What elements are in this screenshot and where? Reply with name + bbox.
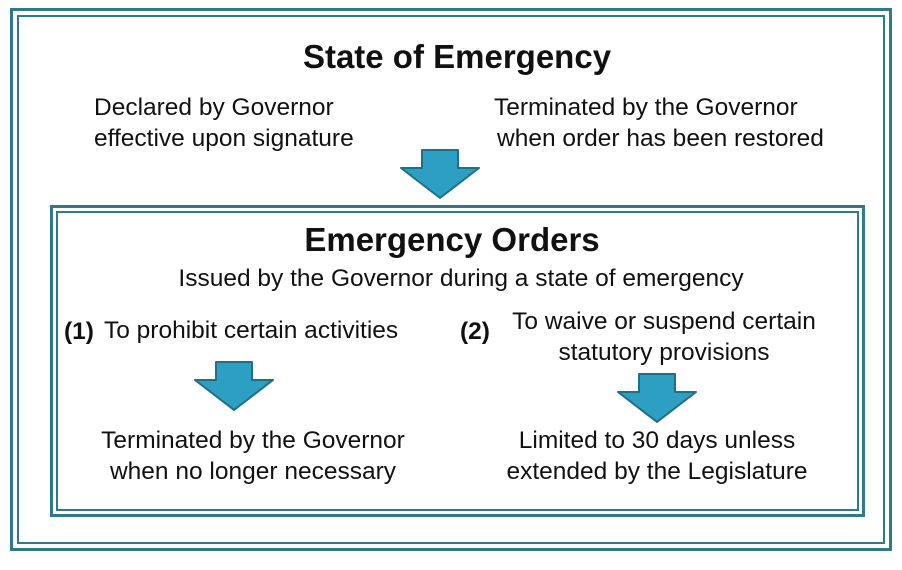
item-1-number: (1): [64, 318, 94, 345]
item-2-text-line-2: statutory provisions: [558, 339, 770, 366]
item-2-text-block: [512, 306, 816, 368]
terminated-line-1: Terminated by the Governor: [494, 94, 798, 121]
item-2-result-line-1: Limited to 30 days unless: [518, 427, 796, 454]
item-2-number: (2): [460, 318, 490, 345]
down-arrow-icon: [615, 372, 699, 424]
emergency-orders-subtitle: Issued by the Governor during a state of emergency: [178, 265, 744, 292]
item-1-result-line-2: when no longer necessary: [109, 458, 396, 485]
item-1-text: To prohibit certain activities: [104, 317, 399, 344]
terminated-block: [494, 92, 824, 154]
state-of-emergency-title: State of Emergency: [302, 38, 612, 75]
down-arrow-icon: [192, 360, 276, 412]
terminated-line-2: when order has been restored: [497, 125, 824, 152]
item-1-result-block: [101, 425, 405, 487]
item-2-text-line-1: To waive or suspend certain: [512, 308, 816, 335]
declared-line-1: Declared by Governor: [94, 94, 334, 121]
declared-block: [94, 92, 354, 154]
declared-line-2: effective upon signature: [94, 125, 354, 152]
emergency-orders-title: Emergency Orders: [304, 221, 600, 258]
item-2-result-line-2: extended by the Legislature: [506, 458, 808, 485]
item-2-result-block: [506, 425, 807, 487]
down-arrow-icon: [398, 148, 482, 200]
item-1-result-line-1: Terminated by the Governor: [101, 427, 405, 454]
